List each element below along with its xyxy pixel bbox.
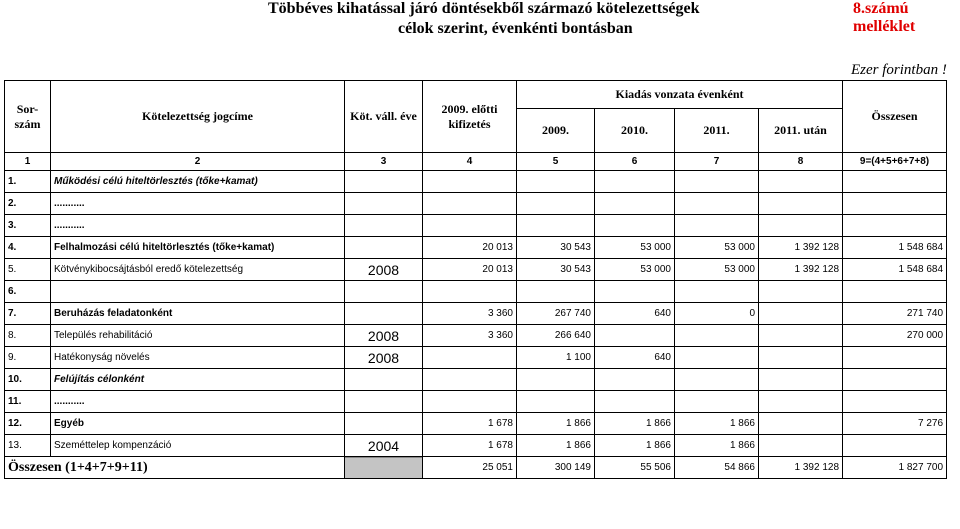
colnum: 7 bbox=[675, 153, 759, 171]
row-number: 12. bbox=[5, 413, 51, 435]
value-cell: 1 678 bbox=[423, 435, 517, 457]
row-label: Kötvénykibocsájtásból eredő kötelezettség bbox=[51, 259, 345, 281]
value-cell bbox=[517, 193, 595, 215]
row-number: 9. bbox=[5, 347, 51, 369]
table-row bbox=[5, 259, 947, 281]
total-label: Összesen (1+4+7+9+11) bbox=[5, 457, 345, 479]
value-cell bbox=[517, 281, 595, 303]
value-cell: 1 392 128 bbox=[759, 259, 843, 281]
row-number: 3. bbox=[5, 215, 51, 237]
value-cell: 1 866 bbox=[517, 413, 595, 435]
value-cell bbox=[517, 369, 595, 391]
colnum: 9=(4+5+6+7+8) bbox=[843, 153, 947, 171]
value-cell bbox=[843, 281, 947, 303]
total-cell: 1 827 700 bbox=[843, 457, 947, 479]
value-cell: 1 866 bbox=[595, 413, 675, 435]
value-cell bbox=[595, 215, 675, 237]
row-label bbox=[51, 281, 345, 303]
value-cell bbox=[843, 171, 947, 193]
value-cell: 1 866 bbox=[517, 435, 595, 457]
header-sorszam: Sor-szám bbox=[5, 81, 51, 153]
row-label: ........... bbox=[51, 391, 345, 413]
colnum: 2 bbox=[51, 153, 345, 171]
value-cell: 30 543 bbox=[517, 259, 595, 281]
title-line-2: célok szerint, évenkénti bontásban bbox=[398, 20, 633, 37]
value-cell bbox=[595, 171, 675, 193]
row-number: 8. bbox=[5, 325, 51, 347]
value-cell bbox=[759, 325, 843, 347]
value-cell bbox=[595, 193, 675, 215]
value-cell bbox=[843, 369, 947, 391]
value-cell: 640 bbox=[595, 347, 675, 369]
value-cell bbox=[675, 215, 759, 237]
row-year bbox=[345, 237, 423, 259]
value-cell bbox=[759, 303, 843, 325]
value-cell bbox=[675, 347, 759, 369]
table-row bbox=[5, 303, 947, 325]
row-year bbox=[345, 369, 423, 391]
row-number: 1. bbox=[5, 171, 51, 193]
value-cell bbox=[759, 193, 843, 215]
table-row bbox=[5, 193, 947, 215]
total-cell: 300 149 bbox=[517, 457, 595, 479]
value-cell: 640 bbox=[595, 303, 675, 325]
value-cell: 30 543 bbox=[517, 237, 595, 259]
row-year: 2008 bbox=[345, 259, 423, 281]
value-cell bbox=[843, 435, 947, 457]
table-row bbox=[5, 237, 947, 259]
header-elotti: 2009. előtti kifizetés bbox=[423, 81, 517, 153]
value-cell bbox=[759, 347, 843, 369]
colnum: 8 bbox=[759, 153, 843, 171]
value-cell bbox=[595, 391, 675, 413]
colnum: 1 bbox=[5, 153, 51, 171]
row-year bbox=[345, 281, 423, 303]
value-cell bbox=[675, 325, 759, 347]
row-number: 11. bbox=[5, 391, 51, 413]
obligations-table bbox=[4, 80, 947, 479]
value-cell bbox=[675, 193, 759, 215]
value-cell: 7 276 bbox=[843, 413, 947, 435]
row-year: 2008 bbox=[345, 325, 423, 347]
value-cell: 3 360 bbox=[423, 303, 517, 325]
value-cell: 53 000 bbox=[675, 259, 759, 281]
row-number: 4. bbox=[5, 237, 51, 259]
row-number: 10. bbox=[5, 369, 51, 391]
value-cell bbox=[675, 171, 759, 193]
header-2010: 2010. bbox=[595, 109, 675, 153]
total-cell: 55 506 bbox=[595, 457, 675, 479]
value-cell bbox=[517, 215, 595, 237]
row-year bbox=[345, 193, 423, 215]
value-cell: 267 740 bbox=[517, 303, 595, 325]
row-year bbox=[345, 171, 423, 193]
value-cell bbox=[423, 193, 517, 215]
value-cell bbox=[843, 347, 947, 369]
row-year bbox=[345, 391, 423, 413]
value-cell bbox=[843, 391, 947, 413]
total-cell: 54 866 bbox=[675, 457, 759, 479]
row-year bbox=[345, 303, 423, 325]
header-kot-vall: Köt. váll. éve bbox=[345, 81, 423, 153]
value-cell: 1 678 bbox=[423, 413, 517, 435]
row-label: Felhalmozási célú hiteltörlesztés (tőke+kamat) bbox=[51, 237, 345, 259]
value-cell bbox=[759, 413, 843, 435]
table-row bbox=[5, 215, 947, 237]
value-cell bbox=[423, 215, 517, 237]
value-cell: 3 360 bbox=[423, 325, 517, 347]
value-cell: 1 392 128 bbox=[759, 237, 843, 259]
value-cell bbox=[759, 171, 843, 193]
hatched-cell bbox=[345, 457, 423, 479]
value-cell bbox=[759, 215, 843, 237]
value-cell: 1 548 684 bbox=[843, 259, 947, 281]
value-cell: 1 548 684 bbox=[843, 237, 947, 259]
total-cell: 1 392 128 bbox=[759, 457, 843, 479]
value-cell bbox=[517, 171, 595, 193]
row-label: Település rehabilitáció bbox=[51, 325, 345, 347]
value-cell: 271 740 bbox=[843, 303, 947, 325]
unit-label: Ezer forintban ! bbox=[851, 62, 947, 78]
value-cell: 53 000 bbox=[595, 259, 675, 281]
table-row bbox=[5, 171, 947, 193]
total-cell: 25 051 bbox=[423, 457, 517, 479]
header-kiadas: Kiadás vonzata évenként bbox=[517, 81, 843, 109]
header-2009: 2009. bbox=[517, 109, 595, 153]
column-number-row bbox=[5, 153, 947, 171]
value-cell: 53 000 bbox=[595, 237, 675, 259]
row-year bbox=[345, 215, 423, 237]
value-cell: 1 100 bbox=[517, 347, 595, 369]
value-cell: 266 640 bbox=[517, 325, 595, 347]
row-label: Működési célú hiteltörlesztés (tőke+kamat) bbox=[51, 171, 345, 193]
annex-label: 8.számú melléklet bbox=[853, 0, 916, 35]
table-row bbox=[5, 281, 947, 303]
colnum: 5 bbox=[517, 153, 595, 171]
row-label: ........... bbox=[51, 215, 345, 237]
value-cell: 20 013 bbox=[423, 259, 517, 281]
table-row bbox=[5, 435, 947, 457]
value-cell bbox=[517, 391, 595, 413]
table-row bbox=[5, 325, 947, 347]
header-2011: 2011. bbox=[675, 109, 759, 153]
header-2011-utan: 2011. után bbox=[759, 109, 843, 153]
row-number: 7. bbox=[5, 303, 51, 325]
value-cell: 0 bbox=[675, 303, 759, 325]
value-cell bbox=[595, 325, 675, 347]
header-jogcim: Kötelezettség jogcíme bbox=[51, 81, 345, 153]
value-cell bbox=[843, 193, 947, 215]
table-row bbox=[5, 391, 947, 413]
value-cell bbox=[595, 369, 675, 391]
row-year: 2008 bbox=[345, 347, 423, 369]
row-label: ........... bbox=[51, 193, 345, 215]
row-label: Beruházás feladatonként bbox=[51, 303, 345, 325]
row-number: 2. bbox=[5, 193, 51, 215]
colnum: 4 bbox=[423, 153, 517, 171]
value-cell bbox=[423, 391, 517, 413]
header-osszesen: Összesen bbox=[843, 81, 947, 153]
value-cell bbox=[843, 215, 947, 237]
value-cell bbox=[423, 281, 517, 303]
total-row bbox=[5, 457, 947, 479]
value-cell bbox=[759, 369, 843, 391]
row-number: 13. bbox=[5, 435, 51, 457]
row-number: 5. bbox=[5, 259, 51, 281]
value-cell: 270 000 bbox=[843, 325, 947, 347]
value-cell bbox=[759, 391, 843, 413]
value-cell bbox=[423, 171, 517, 193]
value-cell bbox=[759, 435, 843, 457]
value-cell bbox=[423, 347, 517, 369]
row-label: Egyéb bbox=[51, 413, 345, 435]
colnum: 6 bbox=[595, 153, 675, 171]
value-cell: 53 000 bbox=[675, 237, 759, 259]
row-label: Felújítás célonként bbox=[51, 369, 345, 391]
value-cell: 1 866 bbox=[675, 435, 759, 457]
value-cell bbox=[595, 281, 675, 303]
row-label: Szeméttelep kompenzáció bbox=[51, 435, 345, 457]
row-number: 6. bbox=[5, 281, 51, 303]
value-cell bbox=[675, 369, 759, 391]
colnum: 3 bbox=[345, 153, 423, 171]
row-label: Hatékonyság növelés bbox=[51, 347, 345, 369]
row-year: 2004 bbox=[345, 435, 423, 457]
value-cell bbox=[423, 369, 517, 391]
table-row bbox=[5, 413, 947, 435]
table-row bbox=[5, 347, 947, 369]
value-cell: 20 013 bbox=[423, 237, 517, 259]
value-cell: 1 866 bbox=[675, 413, 759, 435]
value-cell bbox=[675, 391, 759, 413]
value-cell bbox=[759, 281, 843, 303]
value-cell: 1 866 bbox=[595, 435, 675, 457]
value-cell bbox=[675, 281, 759, 303]
table-row bbox=[5, 369, 947, 391]
title-line-1: Többéves kihatással járó döntésekből származó kötelezettségek bbox=[268, 0, 700, 17]
row-year bbox=[345, 413, 423, 435]
